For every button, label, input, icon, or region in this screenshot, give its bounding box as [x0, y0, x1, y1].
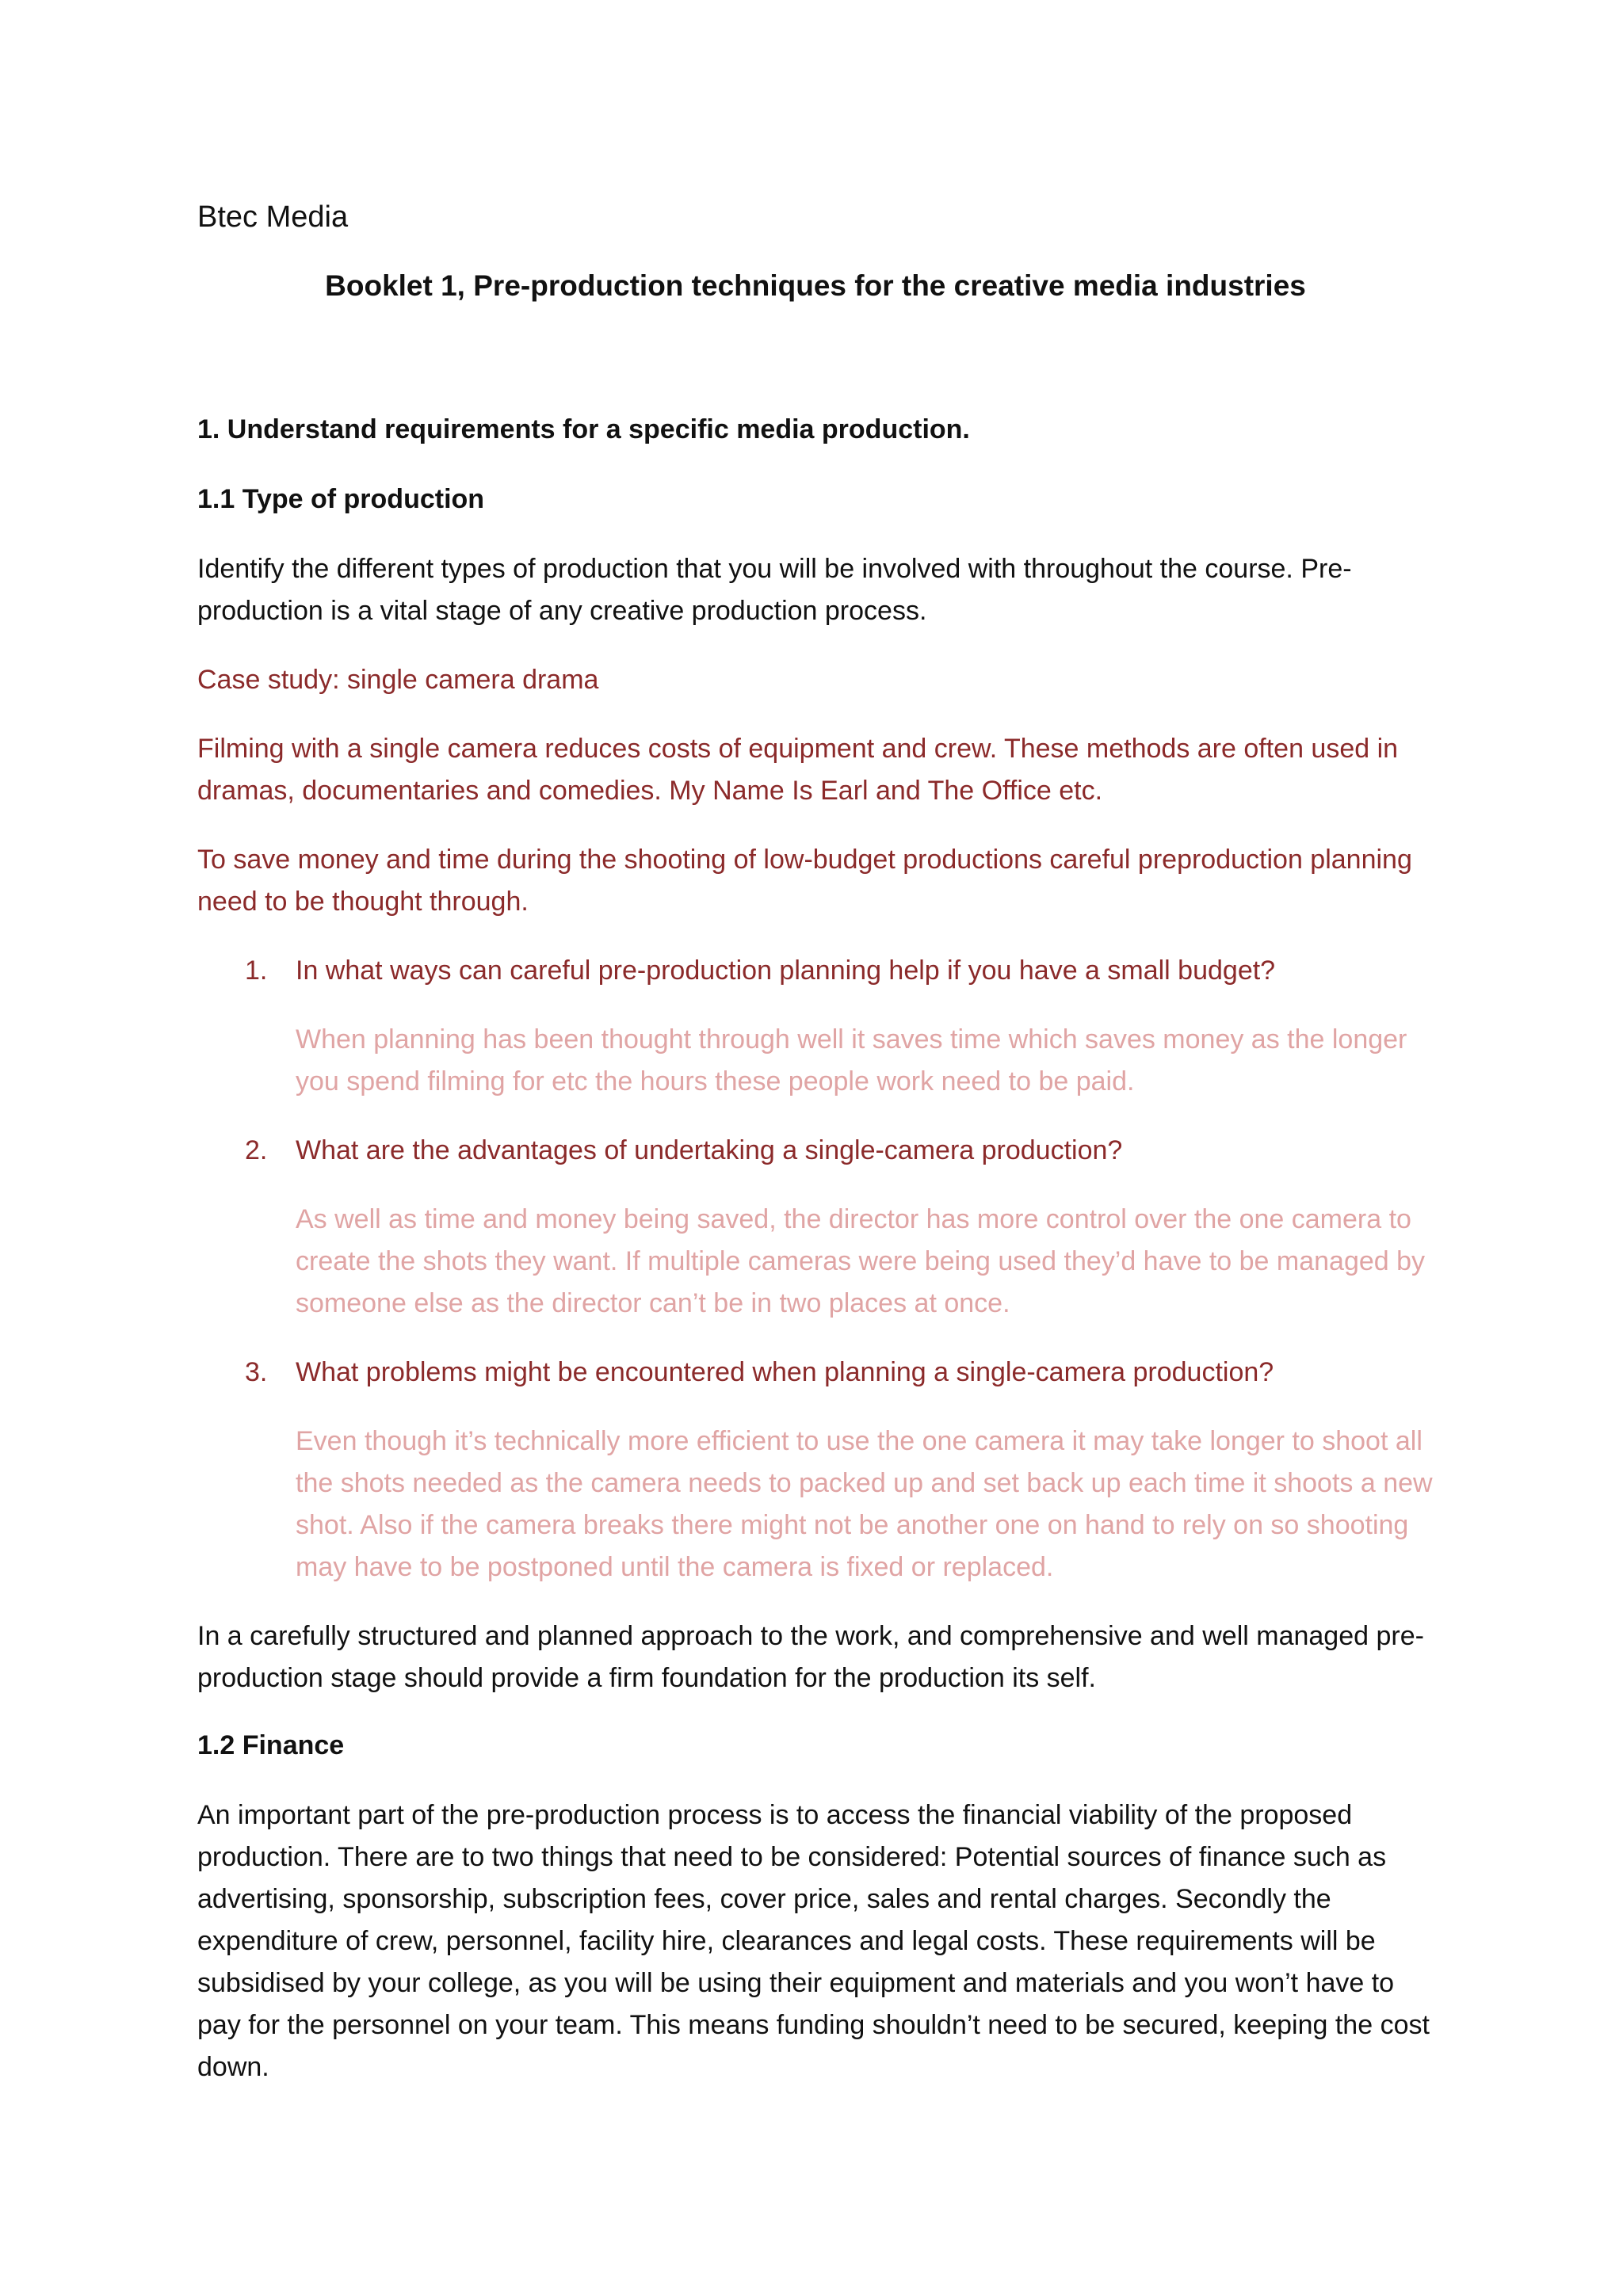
type-of-production-intro: Identify the different types of production that you will be involved with throughout the course. Pre-production is a vital stage of any creative production process. — [197, 554, 1352, 626]
question-item-2 — [197, 1130, 1434, 1325]
section-1-heading: 1. Understand requirements for a specific media production. — [197, 414, 970, 444]
case-study-paragraph-1: Filming with a single camera reduces costs of equipment and crew. These methods are often used in dramas, documentaries and comedies. My Name Is Earl and The Office etc. — [197, 734, 1399, 806]
question-row — [197, 950, 1434, 992]
booklet-title: Booklet 1, Pre-production techniques for the creative media industries — [325, 269, 1306, 302]
closing-paragraph: In a carefully structured and planned approach to the work, and comprehensive and well managed pre-production stage should provide a firm foundation for the production its self. — [197, 1621, 1424, 1693]
question-row — [197, 1352, 1434, 1394]
question-number: 2. — [245, 1135, 268, 1165]
answer-text: As well as time and money being saved, the director has more control over the one camera to create the shots they want. If multiple cameras were being used they’d have to be managed by someone else as the director can’t be in two places at once. — [296, 1204, 1426, 1318]
question-text: In what ways can careful pre-production planning help if you have a small budget? — [296, 955, 1276, 986]
question-list — [197, 950, 1434, 1589]
course-label: Btec Media — [197, 200, 349, 234]
document-content — [197, 196, 1434, 2115]
question-text: What are the advantages of undertaking a single-camera production? — [296, 1135, 1123, 1165]
subsection-1-1-heading: 1.1 Type of production — [197, 484, 485, 514]
question-text: What problems might be encountered when planning a single-camera production? — [296, 1357, 1274, 1387]
question-row — [197, 1130, 1434, 1172]
subsection-1-2-heading: 1.2 Finance — [197, 1730, 345, 1760]
answer-text: Even though it’s technically more efficient to use the one camera it may take longer to shoot all the shots needed as the camera needs to packed up and set back up each time it shoots a new shot. Also if the camera breaks there might not be another one on hand to rely on so shooting may have to be postponed until the camera is fixed or replaced. — [296, 1426, 1433, 1582]
question-item-1 — [197, 950, 1434, 1103]
answer-text: When planning has been thought through well it saves time which saves money as the longer you spend filming for etc the hours these people work need to be paid. — [296, 1024, 1407, 1097]
question-number: 3. — [245, 1357, 268, 1387]
case-study-label: Case study: single camera drama — [197, 665, 599, 695]
question-item-3 — [197, 1352, 1434, 1589]
case-study-paragraph-2: To save money and time during the shooting of low-budget productions careful preproduction planning need to be thought through. — [197, 845, 1412, 917]
finance-paragraph: An important part of the pre-production process is to access the financial viability of the proposed production. There are to two things that need to be considered: Potential sources of finance such as advertising, sponsorship, subscription fees, cover price, sales and rental charges. Secondly the expenditure of crew, personnel, facility hire, clearances and legal costs. These requirements will be subsidised by your college, as you will be using their equipment and materials and you won’t have to pay for the personnel on your team. This means funding shouldn’t need to be secured, keeping the cost down. — [197, 1800, 1430, 2082]
question-number: 1. — [245, 955, 268, 986]
